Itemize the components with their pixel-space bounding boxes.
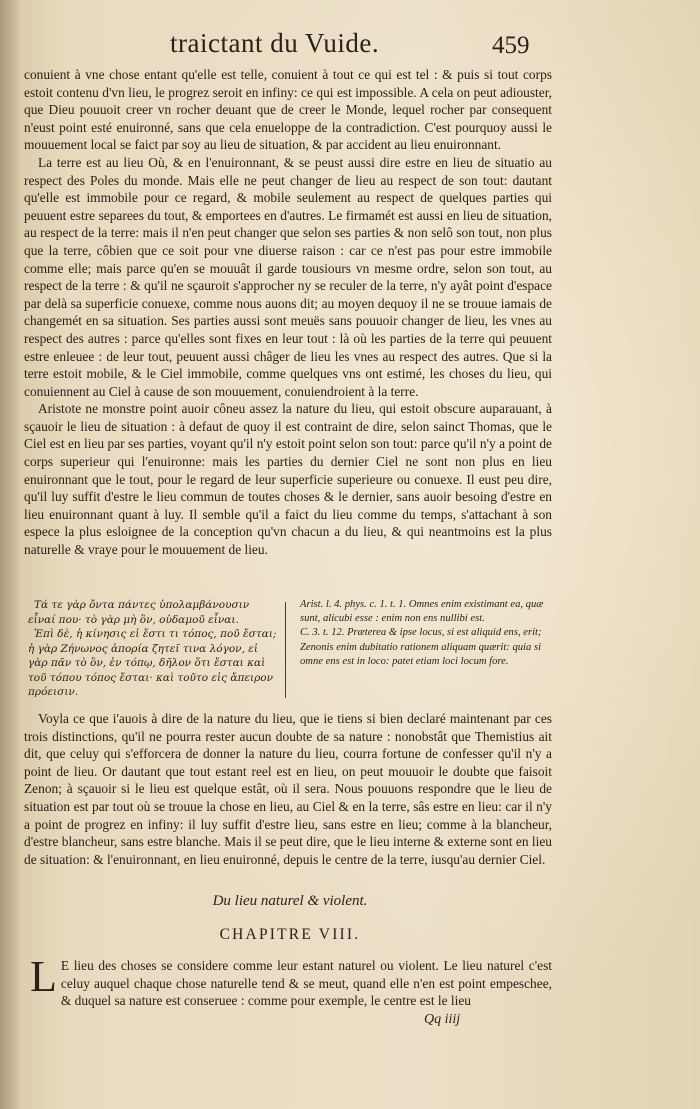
- running-head: traictant du Vuide.: [170, 28, 380, 58]
- page-number: 459: [492, 32, 530, 59]
- signature-mark: Qq iiij: [424, 1012, 461, 1027]
- page-header: [0, 28, 700, 68]
- greek-citation-1: Τά τε γὰρ ὄντα πάντες ὑπολαμβάνουσιν εἶναί που· τὸ γὰρ μὴ ὂν, οὐδαμοῦ εἶναι.: [28, 599, 250, 626]
- column-divider: [285, 602, 286, 698]
- greek-citation-2: Ἐπὶ δὲ, ἡ κίνησις εἰ ἔστι τι τόπος, ποῦ ἔσται; ἡ γὰρ Ζήνωνος ἀπορία ζητεῖ τινα λόγον, εἰ γὰρ πᾶν τὸ ὂν, ἐν τόπῳ, δῆλον ὅτι ἔσται καὶ τοῦ τόπου τόπος ἔσται· καὶ τοῦτο εἰς ἄπειρον πρόεισιν.: [28, 628, 277, 698]
- paragraph-1: conuient à vne chose entant qu'elle est telle, conuient à tout ce qui est tel : & puis si tout corps estoit contenu d'vn lieu, le progrez seroit en infiny: ce qui est impossible. A cela on peut adiouster, que Dieu pouuoit creer vn rocher deuant que de creer le Monde, lequel rocher par consequent n'eust point esté enuironné, sans que cela enueloppe de la contradiction. C'est pourquoy aussi le mouuement local se faict par soy au lieu de situation, & par accident au lieu enuironnant.: [24, 67, 552, 153]
- latin-citation-1: Arist. l. 4. phys. c. 1. t. 1. Omnes enim existimant ea, quæ sunt, alicubi esse : enim non ens nullibi est.: [300, 599, 544, 625]
- section-subheading: Du lieu naturel & violent.: [212, 893, 368, 909]
- latin-citation-2: C. 3. t. 12. Præterea & ipse locus, si est aliquid ens, erit; Zenonis enim dubitatio rationem aliquam quærit: quia si omne ens est in loco: patet etiam loci locum fore.: [300, 627, 542, 667]
- latin-citations: [300, 598, 554, 669]
- chapter-title: CHAPITRE VIII.: [219, 926, 361, 943]
- main-text-continued: [24, 710, 552, 868]
- paragraph-2: La terre est au lieu Où, & en l'enuironnant, & se peust aussi dire estre en lieu de situatio au respect des Poles du monde. Mais elle ne peut changer de lieu au respect de son tout: dautant qu'elle est immobile pour ce regard, & mobile seulement au respect de quelques parties qui peuuent estre separees du tout, & emportees en d'autres. Le firmamét est aussi en lieu de situation, au respect de la terre: mais il n'en peut changer que selon ses parties & non selô son tout, non plus que la terre, côbien que ce soit pour vne diuerse raison : car ce n'est pas pour estre immobile comme elle; mais parce qu'en se mouuât il garde tousiours vn mesme ordre, selon son tout, au respect de la terre : & qu'il ne sçauroit s'approcher ny se reculer de la terre, n'y ayât point d'espace par delà sa superficie conuexe, comme nous auons dit; au moyen dequoy il ne se trouue iamais de changemét en sa situation. Ses parties aussi sont meuës sans pouuoir changer de lieu, les vnes au respect des autres : parce qu'elles sont fixes en leur tout : là où les parties de la terre qui peuuent estre enleuee : de leur tout, peuuent aussi châger de lieu les vnes au respect des autres. Que si la terre estoit mobile, & le Ciel immobile, comme quelques vns ont estimé, les choses du lieu, qui conuiennent au Ciel à cause de son mouuement, conuiendroient à la terre.: [24, 154, 552, 399]
- main-text: [24, 66, 552, 559]
- paragraph-4: Voyla ce que i'auois à dire de la nature du lieu, que ie tiens si bien declaré maintenant par ces trois distinctions, qu'il ne pourra rester aucun doubte de sa nature : nonobstât que Themistius ait dit, que celuy qui s'efforcera de donner la nature du lieu, courra fortune de confesser qu'il n'y a point de lieu. Or dautant que tout estant reel est en lieu, on peut mouuoir le doubte que faisoit Zenon; à sçauoir si le lieu est quelque estât, où il sera. Nous pouuons respondre que le lieu de situation est par tout où se trouue la chose en lieu, au Ciel & en la terre, sâs estre en lieu: car il n'y a point de progrez en infiny: il luy suffit d'estre lieu, sans estre en lieu; comme à la blancheur, d'estre blancheur, sans estre blanche. Mais il se peut dire, que le lieu interne & externe sont en lieu de situation: & l'enuironnant, en lieu enuironné, depuis le centre de la terre, iusqu'au dernier Ciel.: [24, 711, 552, 867]
- chapter-text: [24, 952, 552, 1010]
- greek-citations: [28, 598, 278, 700]
- paragraph-3: Aristote ne monstre point auoir côneu assez la nature du lieu, qui estoit obscure auparauant, à sçauoir le lieu de situation : à defaut de quoy il est contraint de dire, selon sainct Thomas, que le Ciel est en lieu par ses parties, voyant qu'il n'y estoit point selon son tout: parce qu'il n'y a point de corps superieur qui l'enuironne: mais les parties du dernier Ciel ne sont non plus en lieu enuironnant que le tout, pour le regard de leur superficie superieure ou conuexe. Il eust peu dire, qu'il luy suffit d'estre le lieu commun de toutes choses & le dernier, sans auoir besoing d'estre en lieu enuironnant quant à luy. Il semble qu'il a faict du lieu comme du temps, s'attachant à son espece la plus esloignee de la conception qu'vn chacun a du lieu, & qui neantmoins est la plus naturelle & vraye pour le mouuement de lieu.: [24, 401, 552, 558]
- citation-notes: [28, 598, 554, 698]
- paragraph-5: E lieu des choses se considere comme leur estant naturel ou violent. Le lieu naturel c'est celuy auquel chaque chose naturelle tend & se meut, quand elle n'en est point empeschee, & duquel sa nature est conseruee : comme pour exemple, le centre est le lieu: [60, 958, 552, 1009]
- drop-cap: L: [30, 952, 57, 1001]
